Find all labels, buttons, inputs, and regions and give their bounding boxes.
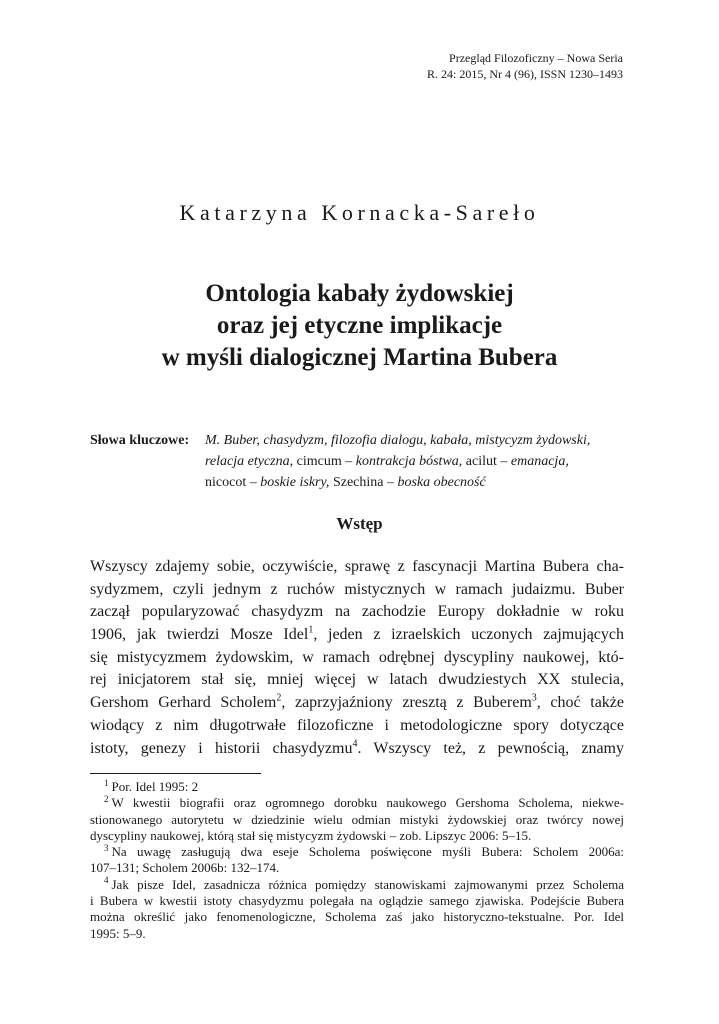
footnote-3 — [90, 844, 624, 877]
journal-issue: R. 24: 2015, Nr 4 (96), ISSN 1230–1493 — [426, 67, 623, 81]
body-text: istoty, genezy i historii chasydyzmu — [90, 739, 353, 757]
body-line: rej inicjatorem stał się, mniej więcej w latach dwudziestych XX stulecia, — [90, 671, 624, 689]
body-line: sydyzmem, czyli jednym z ruchów mistycznych w ramach judaizmu. Buber — [90, 580, 624, 598]
keywords-line-2 — [205, 451, 624, 472]
footnote-line: 1995: 5–9. — [90, 925, 146, 941]
footnote-ref[interactable]: 1 — [308, 624, 314, 636]
footnotes — [90, 779, 624, 942]
author-name: Katarzyna Kornacka-Sarełо — [179, 200, 540, 225]
keywords-label: Słowa kluczowe: — [90, 433, 190, 448]
keywords-line-1 — [205, 430, 624, 451]
body-line: Wszyscy zdajemy sobie, oczywiście, sprawę z fascynacji Martina Bubera cha- — [90, 558, 624, 575]
body-text: . Wszyscy też, z pewnością, znamy — [357, 739, 624, 757]
footnote-number: 4 — [104, 875, 109, 886]
paper-title — [0, 278, 719, 374]
footnote-line: 107–131; Scholem 2006b: 132–174. — [90, 860, 280, 876]
body-line: zaczął popularyzować chasydyzm na zachodzie Europy dokładnie w roku — [90, 603, 624, 621]
body-text: , jeden z izraelskich uczonych zajmujących — [313, 626, 625, 644]
body-line: wiodący z nim długotrwałe filozoficzne i metodologiczne spory dotyczące — [90, 716, 624, 734]
keywords-text: cimcum – — [293, 454, 356, 469]
footnote-line: można określić jako fenomenologiczne, Scholema zaś jako historyczno-tekstualne. Por. Idel — [90, 909, 624, 925]
footnote-line: i Bubera w kwestii istoty chasydyzmu polegała na oglądzie samego zjawiska. Podejście Bubera — [90, 893, 624, 909]
footnote-line: $^3$ Na uwagę zasługują dwa eseje Scholema poświęcone myśli Bubera: Scholem 2006a: — [104, 842, 624, 860]
footnote-2 — [90, 795, 624, 844]
footnote-number: 3 — [104, 842, 109, 853]
title-line-2: oraz jej etyczne implikacje — [216, 312, 503, 339]
keywords-text: acilut – — [462, 454, 511, 469]
keywords-text: relacja etyczna, — [205, 454, 294, 469]
journal-name: Przegląd Filozoficzny – Nowa Seria — [449, 51, 623, 65]
keywords-text: kontrakcja bóstwa, — [355, 454, 463, 469]
title-line-3: w myśli dialogicznej Martina Bubera — [161, 344, 558, 371]
body-text: , zaprzyjaźniony zresztą z Buberem — [281, 694, 532, 712]
body-text: , choć także — [536, 694, 625, 712]
keywords-text: nicocot – — [205, 475, 261, 490]
body-paragraph — [90, 556, 624, 760]
body-line — [90, 738, 624, 761]
body-line: się mistycyzmem żydowskim, w ramach odrębnej dyscypliny naukowej, któ- — [90, 648, 624, 666]
footnote-number: 2 — [104, 793, 109, 804]
section-heading: Wstęp — [336, 514, 383, 533]
keywords-text: emanacja, — [510, 454, 569, 469]
keywords-block — [90, 430, 624, 493]
body-text: 1906, jak twierdzi Mosze Idel — [90, 626, 309, 644]
keywords-text: Szechina – — [329, 475, 398, 490]
title-line-1: Ontologia kabały żydowskiej — [205, 280, 514, 307]
body-line — [90, 692, 624, 715]
footnote-line: stionowanego autorytetu w dziedzinie wielu odmian mistyki żydowskiej oraz twórcy nowej — [90, 811, 624, 827]
body-text: Gershom Gerhard Scholem — [90, 694, 277, 712]
keywords-line-3 — [205, 472, 624, 493]
footnote-line: $^2$ W kwestii biografii oraz ogromnego dorobku naukowego Gershoma Scholema, niekwe- — [104, 793, 624, 811]
footnote-line: dyscypliny naukowej, którą stał się mistycyzm żydowski – zob. Lipszyc 2006: 5–15. — [90, 827, 532, 843]
footnote-ref[interactable]: 4 — [352, 738, 358, 750]
body-line — [90, 624, 624, 647]
keywords-text: M. Buber, chasydyzm, filozofia dialogu, kabała, mistycyzm żydowski, — [205, 433, 591, 448]
footnote-divider — [90, 773, 261, 774]
footnote-line: $^4$ Jak pisze Idel, zasadnicza różnica pomiędzy stanowiskami zajmowanymi przez Scholema — [104, 875, 624, 892]
keywords-text: boska obecność — [397, 475, 486, 490]
footnote-ref[interactable]: 3 — [531, 692, 537, 704]
keywords-text: boskie iskry, — [260, 475, 330, 490]
journal-header — [427, 50, 623, 82]
keywords-list — [205, 430, 624, 493]
footnote-number: 1 — [104, 777, 109, 788]
footnote-ref[interactable]: 2 — [276, 692, 282, 704]
footnote-line: $^1$ Por. Idel 1995: 2 — [104, 777, 199, 794]
footnote-1 — [90, 779, 624, 795]
footnote-4 — [90, 877, 624, 942]
